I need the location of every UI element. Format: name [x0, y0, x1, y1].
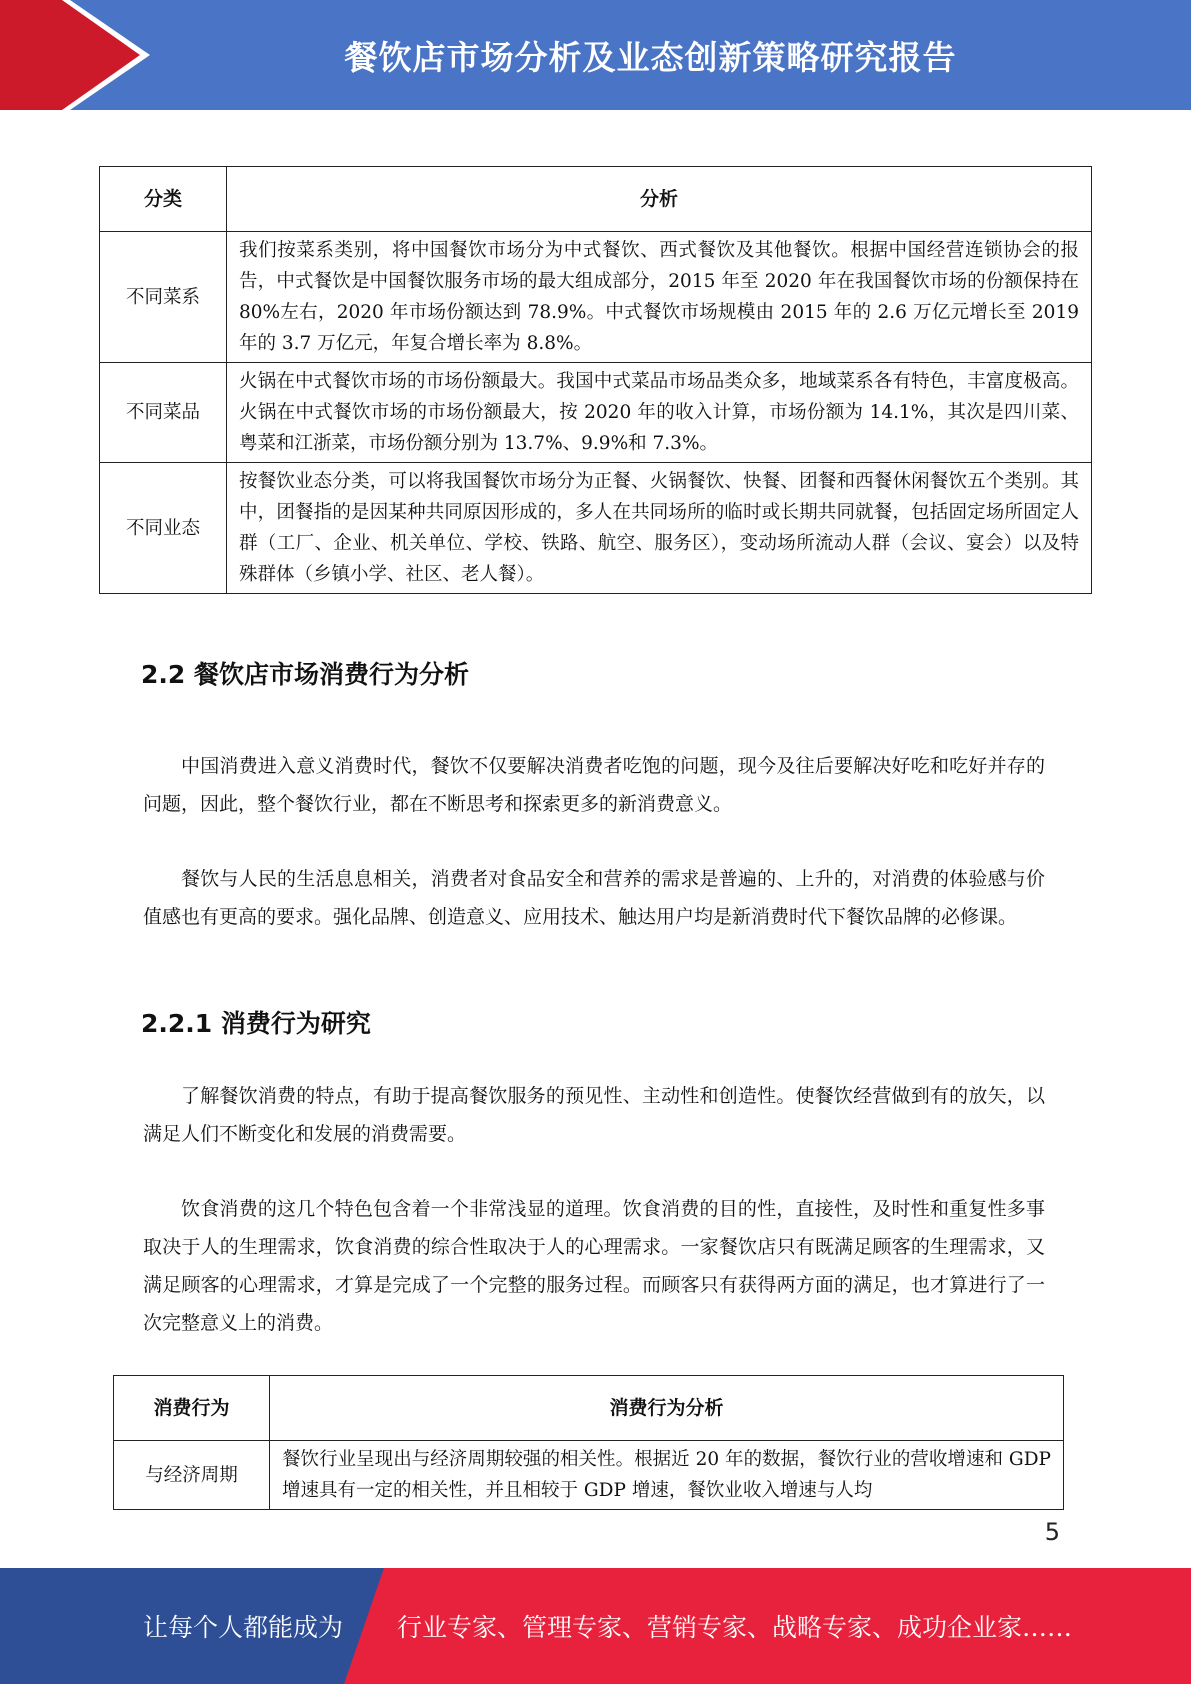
footer-slogan-left: 让每个人都能成为 — [143, 1613, 344, 1642]
paragraph: 饮食消费的这几个特色包含着一个非常浅显的道理。饮食消费的目的性，直接性，及时性和重复性多事取决于人的生理需求，饮食消费的综合性取决于人的心理需求。一家餐饮店只有既满足顾客的生理需求，又满足顾客的心理需求，才算是完成了一个完整的服务过程。而顾客只有获得两方面的满足，也才算进行了一次完整意义上的消费。 — [143, 1198, 1045, 1334]
row-category: 不同菜品 — [100, 363, 227, 463]
row-analysis: 按餐饮业态分类，可以将我国餐饮市场分为正餐、火锅餐饮、快餐、团餐和西餐休闲餐饮五个类别。其中，团餐指的是因某种共同原因形成的，多人在共同场所的临时或长期共同就餐，包括固定场所固定人群（工厂、企业、机关单位、学校、铁路、航空、服务区），变动场所流动人群（会议、宴会）以及特殊群体（乡镇小学、社区、老人餐）。 — [227, 463, 1092, 594]
header-banner — [0, 0, 1191, 110]
footer-banner — [0, 1568, 1191, 1684]
row-analysis: 我们按菜系类别，将中国餐饮市场分为中式餐饮、西式餐饮及其他餐饮。根据中国经营连锁协会的报告，中式餐饮是中国餐饮服务市场的最大组成部分，2015 年至 2020 年在我国餐饮市场的份额保持在 80%左右，2020 年市场份额达到 78.9%。中式餐饮市场规模由 2015 年的 2.6 万亿元增长至 2019 年的 3.7 万亿元，年复合增长率为 8.8%。 — [227, 232, 1092, 363]
paragraph: 餐饮与人民的生活息息相关，消费者对食品安全和营养的需求是普遍的、上升的，对消费的体验感与价值感也有更高的要求。强化品牌、创造意义、应用技术、触达用户均是新消费时代下餐饮品牌的必修课。 — [143, 868, 1045, 928]
section-heading-2-2-1: 2.2.1 消费行为研究 — [141, 1009, 371, 1038]
column-header: 分类 — [100, 167, 227, 232]
column-header: 消费行为 — [114, 1376, 270, 1441]
table-row — [114, 1441, 1064, 1510]
table-row — [100, 463, 1092, 594]
market-segment-table — [99, 166, 1092, 594]
paragraph: 了解餐饮消费的特点，有助于提高餐饮服务的预见性、主动性和创造性。使餐饮经营做到有的放矢，以满足人们不断变化和发展的消费需要。 — [143, 1085, 1045, 1145]
table-header-row — [100, 167, 1092, 232]
page-number: 5 — [1044, 1518, 1060, 1546]
section-heading-2-2: 2.2 餐饮店市场消费行为分析 — [141, 660, 469, 689]
footer-slogan-right: 行业专家、管理专家、营销专家、战略专家、成功企业家…… — [397, 1613, 1073, 1642]
table-row — [100, 363, 1092, 463]
row-category: 与经济周期 — [114, 1441, 270, 1510]
table-row — [100, 232, 1092, 363]
row-category: 不同业态 — [100, 463, 227, 594]
paragraph: 中国消费进入意义消费时代，餐饮不仅要解决消费者吃饱的问题，现今及往后要解决好吃和吃好并存的问题，因此，整个餐饮行业，都在不断思考和探索更多的新消费意义。 — [143, 755, 1045, 815]
row-analysis: 火锅在中式餐饮市场的市场份额最大。我国中式菜品市场品类众多，地域菜系各有特色，丰富度极高。火锅在中式餐饮市场的市场份额最大，按 2020 年的收入计算，市场份额为 14.1%，其次是四川菜、粤菜和江浙菜，市场份额分别为 13.7%、9.9%和 7.3%。 — [227, 363, 1092, 463]
column-header: 分析 — [227, 167, 1092, 232]
row-category: 不同菜系 — [100, 232, 227, 363]
row-analysis: 餐饮行业呈现出与经济周期较强的相关性。根据近 20 年的数据，餐饮行业的营收增速和 GDP 增速具有一定的相关性，并且相较于 GDP 增速，餐饮业收入增速与人均 — [270, 1441, 1064, 1510]
table-header-row — [114, 1376, 1064, 1441]
column-header: 消费行为分析 — [270, 1376, 1064, 1441]
report-title: 餐饮店市场分析及业态创新策略研究报告 — [344, 37, 957, 77]
consumer-behavior-table — [113, 1375, 1064, 1510]
